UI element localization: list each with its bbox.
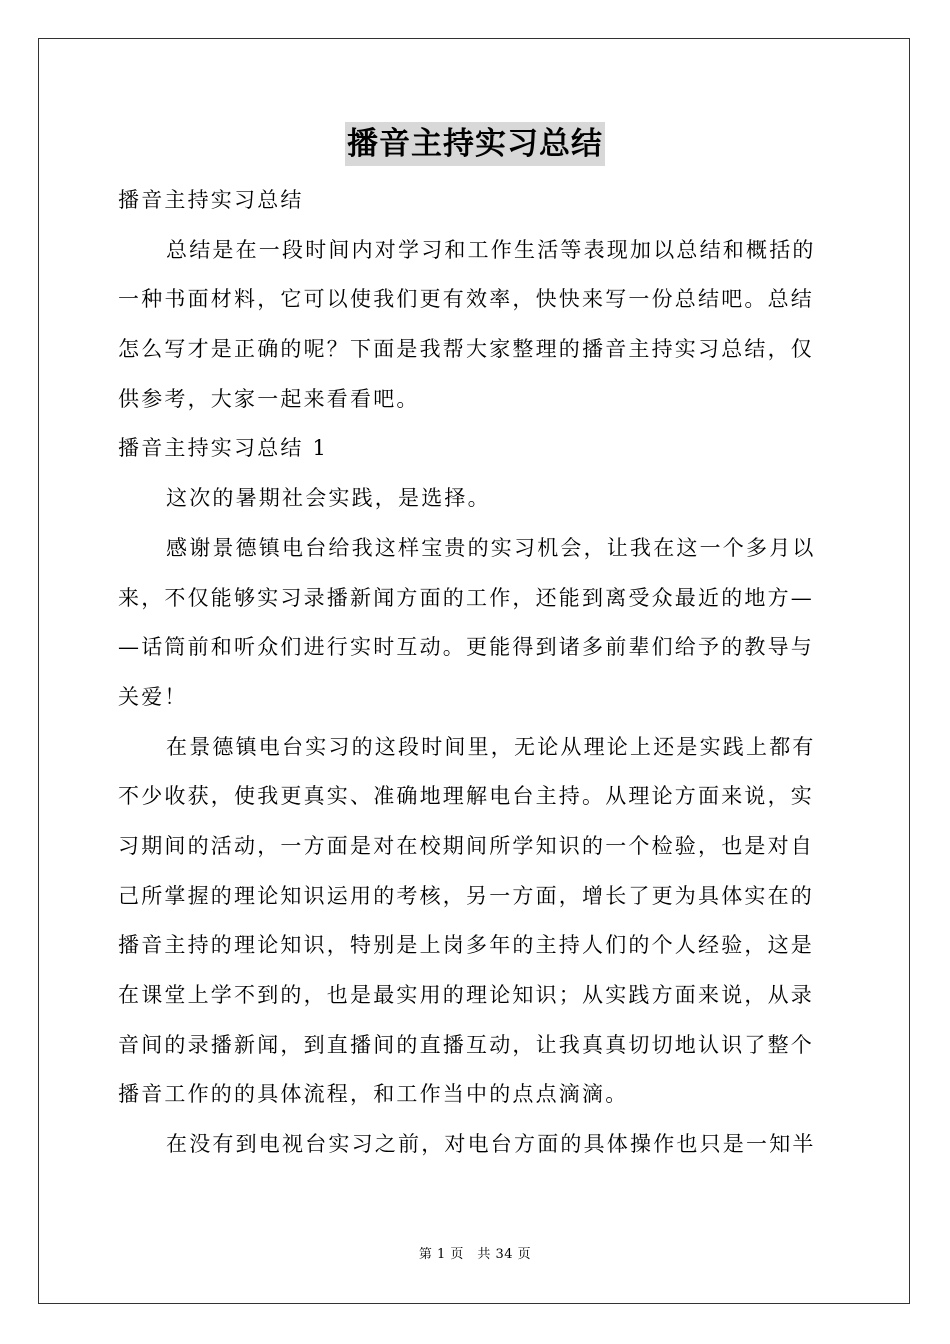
text-line: 播音工作的的具体流程，和工作当中的点点滴滴。: [118, 1082, 629, 1107]
title-container: [0, 122, 950, 166]
text-line: 感谢景德镇电台给我这样宝贵的实习机会，让我在这一个多月以: [166, 535, 816, 560]
text-line: 在课堂上学不到的，也是最实用的理论知识；从实践方面来说，从录: [118, 983, 814, 1007]
text-line: 供参考，大家一起来看看吧。: [118, 386, 420, 411]
text-line: 一种书面材料，它可以使我们更有效率，快快来写一份总结吧。总结: [118, 287, 814, 312]
text-line: 播音主持的理论知识，特别是上岗多年的主持人们的个人经验，这是: [118, 933, 814, 958]
text-line: 怎么写才是正确的呢？下面是我帮大家整理的播音主持实习总结，仅: [118, 337, 814, 362]
text-line: 来，不仅能够实习录播新闻方面的工作，还能到离受众最近的地方—: [118, 585, 814, 610]
text-line: 音间的录播新闻，到直播间的直播互动，让我真真切切地认识了整个: [118, 1032, 814, 1057]
text-line: 播音主持实习总结: [118, 188, 304, 212]
text-line: 播音主持实习总结 1: [118, 436, 329, 461]
text-line: 在景德镇电台实习的这段时间里，无论从理论上还是实践上都有: [166, 734, 816, 759]
document-title: 播音主持实习总结: [345, 122, 605, 166]
page-footer: 第 1 页 共 34 页: [418, 1247, 532, 1262]
document-body: [118, 176, 834, 1170]
text-line: 己所掌握的理论知识运用的考核，另一方面，增长了更为具体实在的: [118, 883, 814, 908]
text-line: 习期间的活动，一方面是对在校期间所学知识的一个检验，也是对自: [118, 833, 814, 858]
text-line: 这次的暑期社会实践，是选择。: [166, 486, 491, 511]
text-line: 关爱！: [118, 684, 188, 709]
text-line: 不少收获，使我更真实、准确地理解电台主持。从理论方面来说，实: [118, 784, 814, 809]
text-line: 总结是在一段时间内对学习和工作生活等表现加以总结和概括的: [166, 237, 816, 262]
text-line: —话筒前和听众们进行实时互动。更能得到诸多前辈们给予的教导与: [118, 635, 814, 660]
text-line: 在没有到电视台实习之前，对电台方面的具体操作也只是一知半: [166, 1132, 816, 1157]
